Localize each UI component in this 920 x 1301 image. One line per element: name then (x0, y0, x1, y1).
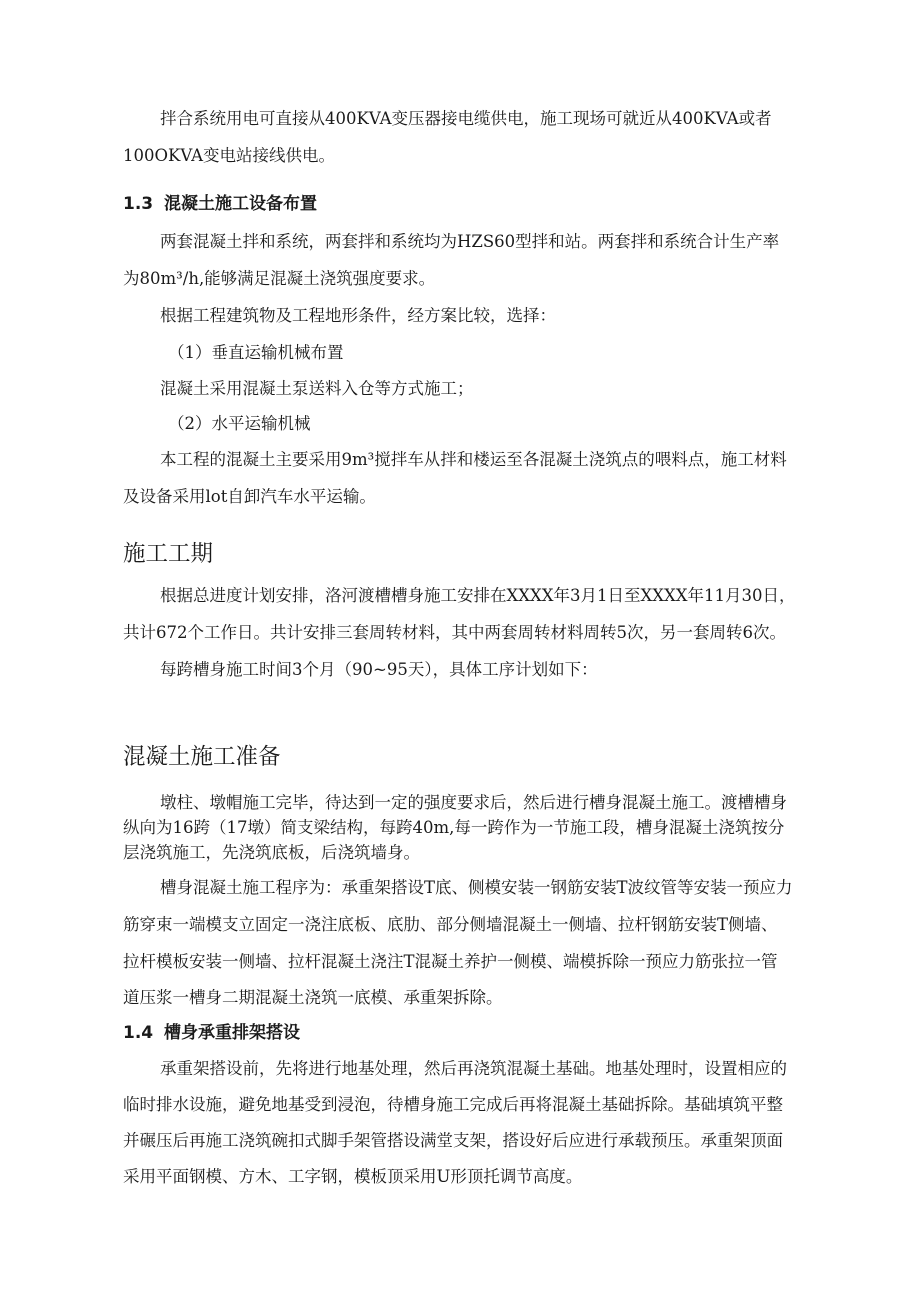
paragraph-line: 槽身混凝土施工程序为：承重架搭设T底、侧模安装一钢筋安装T波纹管等安装一预应力 (160, 878, 793, 897)
heading-schedule: 施工工期 (123, 541, 214, 567)
paragraph-line: 纵向为16跨（17墩）简支梁结构，每跨40m,每一跨作为一节施工段，槽身混凝土浇筑按分 (123, 818, 785, 837)
section-heading-1-4 (123, 1022, 300, 1044)
paragraph-line: 为80m³/h,能够满足混凝土浇筑强度要求。 (123, 269, 436, 288)
paragraph-line: 及设备采用lot自卸汽车水平运输。 (123, 487, 376, 506)
list-item: （2）水平运输机械 (168, 414, 311, 433)
paragraph-line: 两套混凝土拌和系统，两套拌和系统均为HZS60型拌和站。两套拌和系统合计生产率 (160, 232, 780, 251)
paragraph-power-line-1: 拌合系统用电可直接从400KVA变压器接电缆供电，施工现场可就近从400KVA或者 (160, 109, 772, 128)
section-title: 槽身承重排架搭设 (164, 1023, 300, 1043)
paragraph-line: 采用平面钢模、方木、工字钢，模板顶采用U形顶托调节高度。 (123, 1167, 583, 1186)
paragraph-line: 临时排水设施，避免地基受到浸泡，待槽身施工完成后再将混凝土基础拆除。基础填筑平整 (123, 1095, 783, 1114)
paragraph-line: 本工程的混凝土主要采用9m³搅拌车从拌和楼运至各混凝土浇筑点的喂料点，施工材料 (160, 450, 787, 469)
paragraph-line: 承重架搭设前，先将进行地基处理，然后再浇筑混凝土基础。地基处理时，设置相应的 (160, 1059, 787, 1078)
paragraph-line: 混凝土采用混凝土泵送料入仓等方式施工； (160, 379, 474, 398)
paragraph-line: 共计672个工作日。共计安排三套周转材料，其中两套周转材料周转5次，另一套周转6次。 (123, 623, 786, 642)
section-title: 混凝土施工设备布置 (164, 194, 317, 214)
paragraph-line: 道压浆一槽身二期混凝土浇筑一底模、承重架拆除。 (123, 988, 503, 1007)
section-number: 1.4 (123, 1023, 154, 1043)
paragraph-line: 层浇筑施工，先浇筑底板，后浇筑墙身。 (123, 843, 420, 862)
heading-concrete-prep: 混凝土施工准备 (123, 744, 281, 770)
paragraph-line: 墩柱、墩帽施工完毕，待达到一定的强度要求后，然后进行槽身混凝土施工。渡槽槽身 (160, 793, 787, 812)
paragraph-power-line-2: 100OKVA变电站接线供电。 (123, 146, 336, 165)
paragraph-line: 拉杆模板安装一侧墙、拉杆混凝土浇注T混凝土养护一侧模、端模拆除一预应力筋张拉一管 (123, 952, 778, 971)
paragraph-line: 并碾压后再施工浇筑碗扣式脚手架管搭设满堂支架，搭设好后应进行承载预压。承重架顶面 (123, 1131, 783, 1150)
section-number: 1.3 (123, 194, 154, 214)
paragraph-line: 根据工程建筑物及工程地形条件，经方案比较，选择： (160, 306, 556, 325)
paragraph-line: 筋穿束一端模支立固定一浇注底板、底肋、部分侧墙混凝土一侧墙、拉杆钢筋安装T侧墙、 (123, 915, 778, 934)
paragraph-line: 根据总进度计划安排，洛河渡槽槽身施工安排在XXXX年3月1日至XXXX年11月30日， (160, 586, 796, 605)
section-heading-1-3 (123, 193, 317, 215)
paragraph-line: 每跨槽身施工时间3个月（90~95天），具体工序计划如下： (160, 660, 598, 679)
list-item: （1）垂直运输机械布置 (168, 343, 344, 362)
